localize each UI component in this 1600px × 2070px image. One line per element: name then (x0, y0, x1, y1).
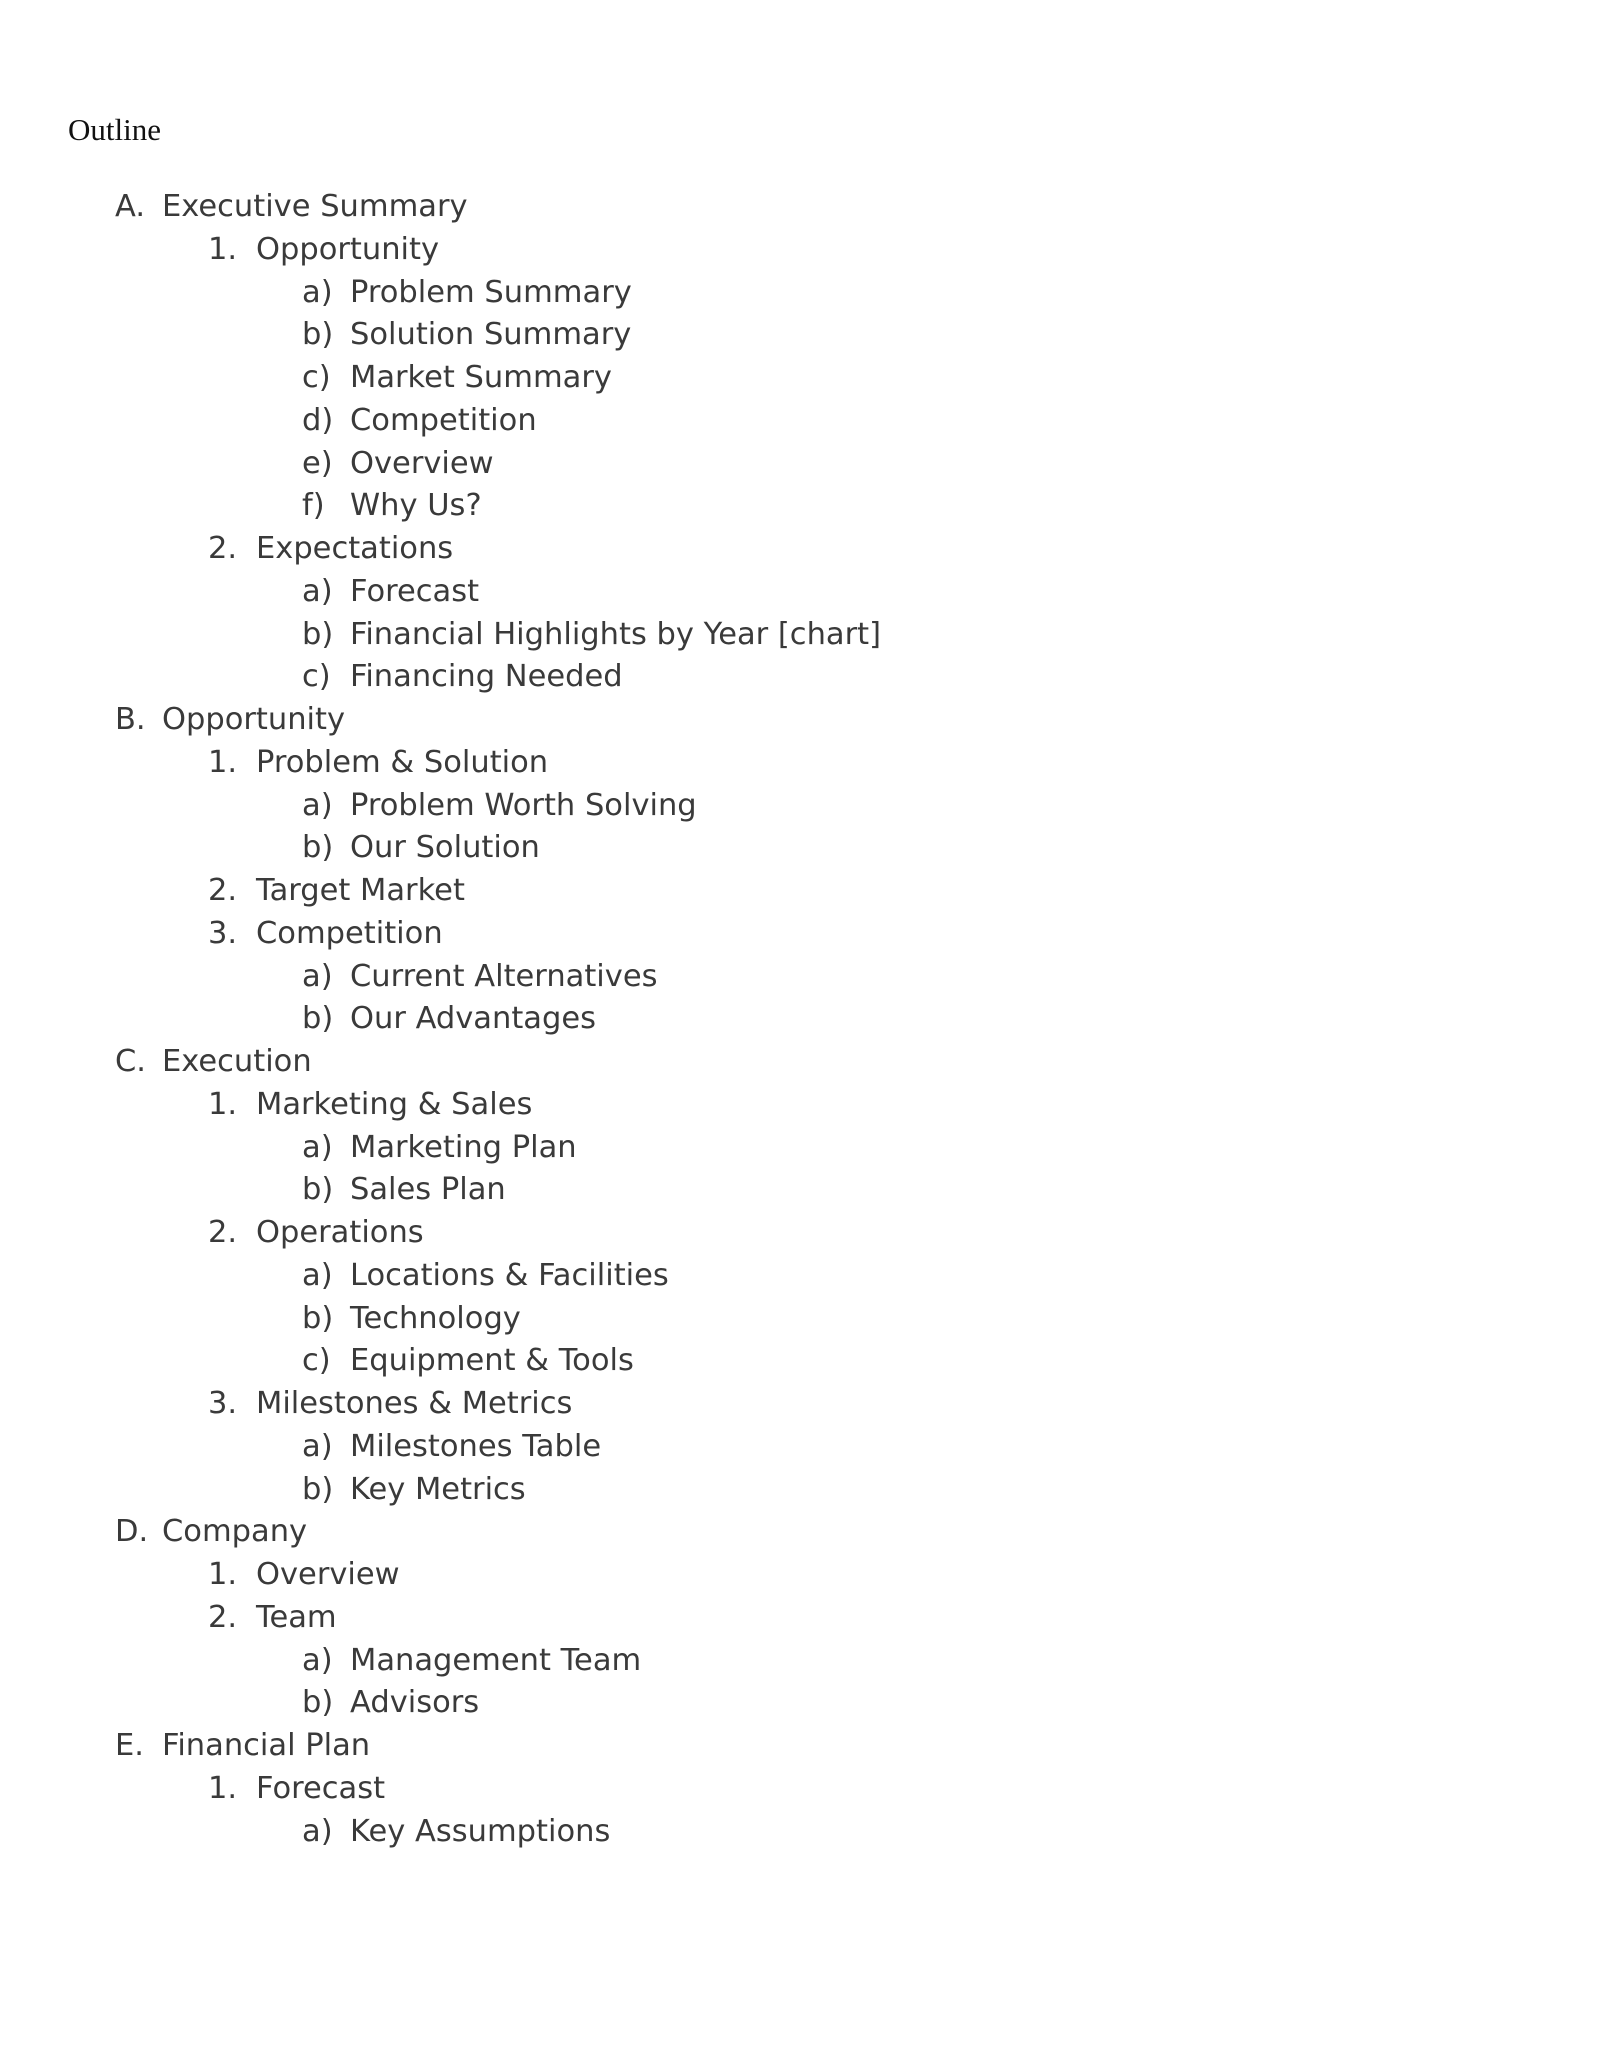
outline-item-level-2 (0, 229, 1600, 272)
outline-item-label: Why Us? (350, 488, 482, 524)
outline-item-label: Problem Summary (350, 274, 632, 310)
outline-item-label: Financing Needed (350, 659, 623, 695)
outline-item-level-3 (0, 1469, 1600, 1512)
outline-item-label: Locations & Facilities (350, 1257, 669, 1293)
outline-item-label: Problem & Solution (256, 744, 549, 780)
outline-item-marker: 1. (208, 744, 238, 780)
outline-item-level-3 (0, 1255, 1600, 1298)
outline-item-label: Sales Plan (350, 1172, 506, 1208)
outline-item-marker: a) (302, 958, 333, 994)
outline-item-label: Milestones Table (350, 1428, 602, 1464)
outline-item-marker: c) (302, 360, 331, 395)
outline-item-marker: A. (115, 189, 146, 224)
outline-item-label: Company (162, 1514, 308, 1550)
outline-item-level-2 (0, 528, 1600, 571)
outline-item-label: Current Alternatives (350, 958, 658, 994)
outline-item-marker: D. (115, 1514, 149, 1550)
outline-item-marker: c) (302, 1343, 331, 1379)
outline-item-level-3 (0, 656, 1600, 699)
outline-item-marker: 2. (208, 531, 238, 566)
outline-item-marker: d) (302, 402, 334, 438)
outline-item-label: Problem Worth Solving (350, 787, 697, 823)
outline-item-label: Management Team (350, 1642, 642, 1678)
outline-item-marker: a) (302, 1257, 333, 1293)
outline-item-label: Forecast (256, 1770, 386, 1806)
outline-item-level-3 (0, 1426, 1600, 1469)
outline-item-level-2 (0, 913, 1600, 956)
outline-item-marker: a) (302, 274, 333, 310)
outline-item-label: Opportunity (162, 702, 346, 737)
outline-item-level-3 (0, 400, 1600, 443)
outline-item-level-3 (0, 1169, 1600, 1212)
outline-item-label: Competition (256, 915, 443, 951)
outline-item-level-3 (0, 956, 1600, 999)
outline-item-level-3 (0, 357, 1600, 400)
outline-item-marker: 1. (208, 1770, 238, 1806)
outline-item-level-2 (0, 1084, 1600, 1127)
outline-item-level-1 (0, 699, 1600, 742)
outline-item-label: Market Summary (350, 360, 612, 395)
outline-item-level-3 (0, 614, 1600, 657)
outline-item-marker: b) (302, 1172, 334, 1208)
outline-item-label: Operations (256, 1215, 424, 1250)
outline-item-marker: c) (302, 659, 331, 695)
outline-item-marker: 1. (208, 231, 238, 267)
outline-item-label: Equipment & Tools (350, 1343, 634, 1379)
outline-item-marker: a) (302, 1642, 333, 1678)
outline-item-level-3 (0, 1640, 1600, 1683)
outline-item-marker: 3. (208, 915, 238, 951)
outline-item-marker: b) (302, 616, 334, 652)
outline-item-level-3 (0, 1298, 1600, 1341)
outline-item-level-1 (0, 1511, 1600, 1554)
outline-item-label: Marketing Plan (350, 1129, 577, 1165)
outline-item-label: Opportunity (256, 231, 440, 267)
outline-item-label: Forecast (350, 573, 480, 609)
outline-item-level-3 (0, 443, 1600, 486)
outline-item-level-2 (0, 1768, 1600, 1811)
outline-item-level-3 (0, 314, 1600, 357)
outline-item-level-1 (0, 186, 1600, 229)
outline-item-level-2 (0, 742, 1600, 785)
outline-item-level-3 (0, 1811, 1600, 1854)
outline-item-level-3 (0, 1682, 1600, 1725)
outline-item-marker: e) (302, 445, 333, 481)
outline-item-label: Key Assumptions (350, 1813, 611, 1849)
outline-item-label: Our Solution (350, 830, 540, 866)
outline-item-marker: b) (302, 317, 334, 353)
outline-item-level-3 (0, 1340, 1600, 1383)
outline-item-level-3 (0, 1127, 1600, 1170)
outline-item-level-3 (0, 485, 1600, 528)
outline-item-label: Target Market (256, 873, 465, 908)
outline-item-label: Execution (162, 1044, 312, 1079)
outline-item-label: Financial Highlights by Year [chart] (350, 616, 881, 652)
outline-item-level-3 (0, 827, 1600, 870)
outline-item-marker: a) (302, 1813, 333, 1849)
outline-item-marker: B. (115, 702, 146, 737)
outline-item-level-2 (0, 1212, 1600, 1255)
outline-item-level-2 (0, 1383, 1600, 1426)
outline-item-level-2 (0, 1597, 1600, 1640)
outline-item-level-2 (0, 1554, 1600, 1597)
outline-item-marker: 2. (208, 873, 238, 908)
outline-item-label: Executive Summary (162, 189, 468, 224)
outline-item-label: Team (256, 1599, 337, 1635)
outline-item-level-3 (0, 785, 1600, 828)
outline-item-marker: a) (302, 787, 333, 823)
outline-item-label: Competition (350, 402, 537, 438)
outline-item-marker: E. (115, 1728, 144, 1763)
outline-item-label: Technology (350, 1300, 521, 1336)
outline-item-label: Overview (256, 1557, 400, 1592)
outline-item-marker: 2. (208, 1599, 238, 1635)
outline-item-marker: b) (302, 1685, 334, 1721)
outline-item-label: Solution Summary (350, 317, 632, 353)
outline-item-level-1 (0, 1041, 1600, 1084)
outline-item-marker: 1. (208, 1557, 238, 1592)
outline-item-marker: b) (302, 830, 334, 866)
outline-item-level-3 (0, 272, 1600, 315)
outline-item-label: Expectations (256, 531, 454, 566)
outline-item-marker: 3. (208, 1386, 238, 1421)
outline-item-marker: f) (302, 488, 325, 524)
outline-item-marker: C. (115, 1044, 146, 1079)
outline-item-label: Our Advantages (350, 1001, 596, 1037)
outline-item-label: Marketing & Sales (256, 1086, 533, 1122)
outline-item-label: Financial Plan (162, 1728, 371, 1763)
outline-item-marker: a) (302, 1129, 333, 1165)
outline-item-label: Key Metrics (350, 1471, 526, 1507)
outline-item-marker: b) (302, 1001, 334, 1037)
outline-item-label: Milestones & Metrics (256, 1386, 573, 1421)
outline-item-marker: a) (302, 573, 333, 609)
page-title: Outline (68, 112, 161, 147)
outline-item-level-1 (0, 1725, 1600, 1768)
outline-item-level-2 (0, 870, 1600, 913)
outline-item-label: Advisors (350, 1685, 480, 1721)
outline-item-marker: a) (302, 1428, 333, 1464)
outline-item-label: Overview (350, 445, 494, 481)
outline-item-marker: b) (302, 1471, 334, 1507)
outline-item-level-3 (0, 998, 1600, 1041)
outline-item-marker: b) (302, 1300, 334, 1336)
outline-item-level-3 (0, 571, 1600, 614)
outline-item-marker: 1. (208, 1086, 238, 1122)
outline-list (0, 186, 1600, 1853)
outline-item-marker: 2. (208, 1215, 238, 1250)
